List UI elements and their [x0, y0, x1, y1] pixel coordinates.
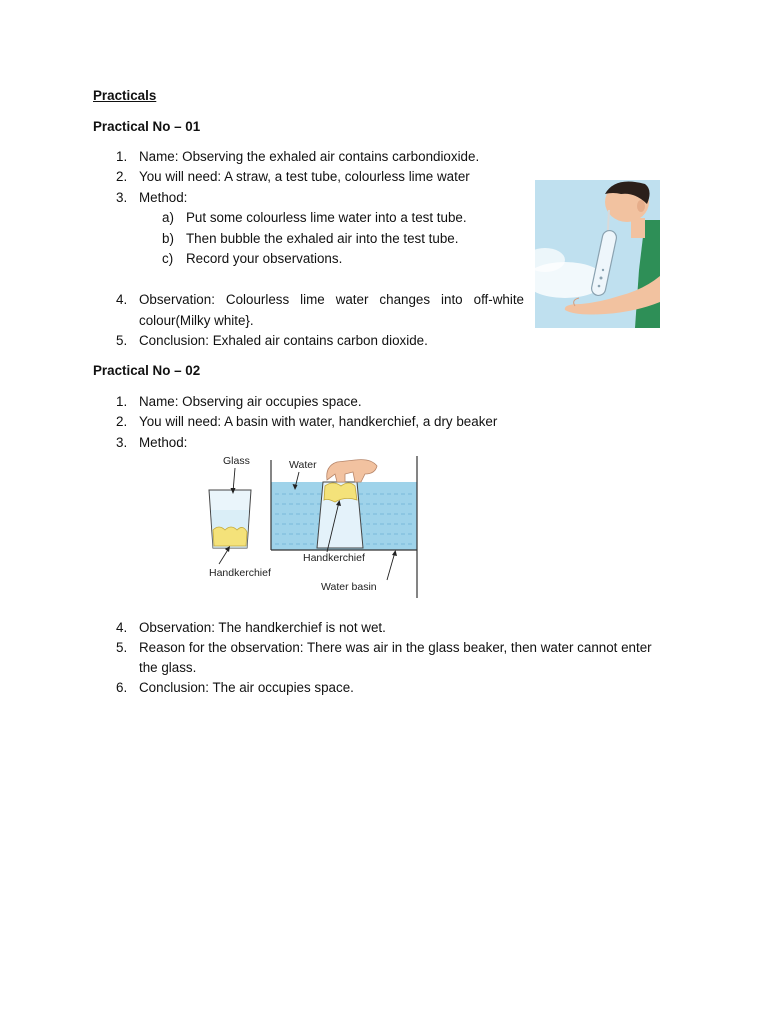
reason-line-2: the glass.	[139, 660, 197, 675]
observation-line-1: Observation: Colourless lime water changes into off-white	[139, 292, 524, 307]
step-letter: b)	[162, 231, 174, 246]
item-number: 1.	[116, 394, 128, 409]
air-occupies-space-diagram	[205, 452, 421, 598]
label-handkerchief-right: Handkerchief	[303, 552, 365, 564]
step-letter: c)	[162, 251, 174, 266]
item-number: 1.	[116, 149, 128, 164]
reason-line-1: Reason for the observation: There was air in the glass beaker, then water cannot enter	[139, 640, 652, 655]
item-number: 4.	[116, 292, 128, 307]
item-text: You will need: A straw, a test tube, colourless lime water	[139, 169, 470, 184]
step-text: Record your observations.	[186, 251, 343, 266]
item-text: Conclusion: The air occupies space.	[139, 680, 354, 695]
item-text: Conclusion: Exhaled air contains carbon dioxide.	[139, 333, 428, 348]
page-heading: Practicals	[93, 88, 157, 103]
label-water-basin: Water basin	[321, 581, 377, 593]
item-text: Name: Observing the exhaled air contains carbondioxide.	[139, 149, 480, 164]
practical-2-title: Practical No – 02	[93, 363, 201, 378]
observation-line-2: colour(Milky white}.	[139, 313, 254, 328]
label-handkerchief-left: Handkerchief	[209, 567, 271, 579]
step-text: Put some colourless lime water into a test tube.	[186, 210, 467, 225]
item-text: Name: Observing air occupies space.	[139, 394, 362, 409]
label-glass: Glass	[223, 455, 250, 467]
step-letter: a)	[162, 210, 174, 225]
item-text: Method:	[139, 435, 188, 450]
item-number: 3.	[116, 435, 128, 450]
item-number: 5.	[116, 333, 128, 348]
item-text: Method:	[139, 190, 188, 205]
item-number: 2.	[116, 169, 128, 184]
item-number: 4.	[116, 620, 128, 635]
label-water: Water	[289, 459, 317, 471]
item-text: You will need: A basin with water, handkerchief, a dry beaker	[139, 414, 498, 429]
item-number: 6.	[116, 680, 128, 695]
boy-blowing-straw-illustration	[535, 180, 660, 328]
item-number: 2.	[116, 414, 128, 429]
item-number: 5.	[116, 640, 128, 655]
item-text: Observation: The handkerchief is not wet.	[139, 620, 386, 635]
step-text: Then bubble the exhaled air into the test tube.	[186, 231, 459, 246]
practical-1-title: Practical No – 01	[93, 119, 201, 134]
item-number: 3.	[116, 190, 128, 205]
